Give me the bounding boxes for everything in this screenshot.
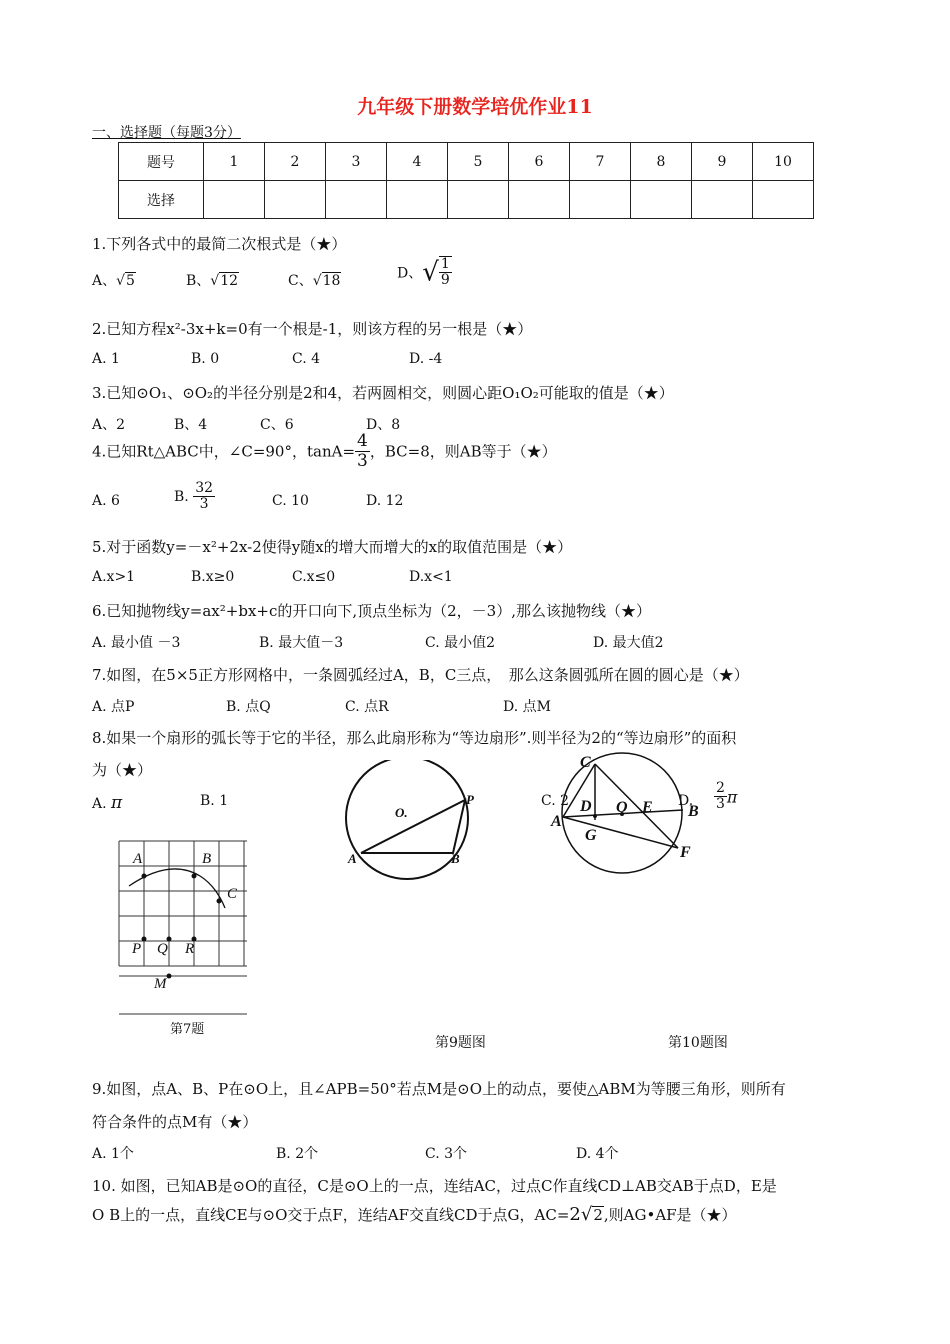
question-7-option-c: C. 点R: [345, 699, 389, 715]
label-c: C: [227, 886, 238, 902]
label-a: A: [133, 851, 143, 867]
table-cell: 7: [570, 143, 631, 181]
question-1-option-d: D、√ $\frac{1}{9}$: [397, 256, 450, 289]
question-1-option-c: C、√18: [288, 273, 341, 289]
table-row: [119, 181, 814, 219]
section-heading: 一、选择题（每题3分）: [92, 125, 241, 141]
question-6-option-c: C. 最小值2: [425, 635, 496, 651]
question-9-option-c: C. 3个: [425, 1146, 468, 1162]
question-2-option-a: A. 1: [92, 351, 120, 367]
answer-cell[interactable]: [509, 181, 570, 219]
question-4-option-a: A. 6: [92, 493, 120, 509]
question-7-option-b: B. 点Q: [226, 699, 271, 715]
question-7-option-a: A. 点P: [92, 699, 135, 715]
question-7-stem: 7.如图，在5×5正方形网格中，一条圆弧经过A，B，C三点， 那么这条圆弧所在圆的圆心是（★）: [92, 666, 749, 684]
question-8-option-d: D.: [678, 793, 694, 809]
question-1-option-a: A、√5: [92, 273, 135, 289]
table-cell: 5: [448, 143, 509, 181]
table-cell: 8: [631, 143, 692, 181]
question-3-option-a: A、2: [92, 417, 126, 433]
question-4-stem: 4.已知Rt△ABC中，∠C=90°，tanA= $\frac{4}{3}$ ，BC=8，则AB等于（★）: [92, 431, 557, 471]
question-5-option-a: A.x>1: [92, 569, 136, 585]
fraction: $\frac{4}{3}$: [357, 431, 368, 471]
question-6-option-a: A. 最小值 －3: [92, 635, 181, 651]
question-8-option-c: C. 2: [541, 793, 570, 809]
answer-cell[interactable]: [753, 181, 814, 219]
question-5-option-c: C.x≤0: [292, 569, 336, 585]
answer-table: [118, 142, 814, 219]
question-9-option-d: D. 4个: [576, 1146, 619, 1162]
question-5-option-d: D.x<1: [409, 569, 453, 585]
label-r: R: [185, 941, 195, 957]
label-g: G: [585, 827, 597, 844]
question-9-option-a: A. 1个: [92, 1146, 134, 1162]
label-c: C: [580, 754, 591, 771]
label-b: B: [202, 851, 212, 867]
answer-cell[interactable]: [692, 181, 753, 219]
question-3-stem: 3.已知⊙O₁、⊙O₂的半径分别是2和4，若两圆相交，则圆心距O₁O₂可能取的值是（★）: [92, 384, 674, 402]
table-cell: 9: [692, 143, 753, 181]
question-2-option-c: C. 4: [292, 351, 321, 367]
label-a: A: [551, 813, 562, 830]
label-b: B: [451, 851, 460, 866]
option-label: B、: [186, 273, 211, 289]
option-label: D、: [397, 265, 423, 282]
question-4-option-c: C. 10: [272, 493, 309, 509]
question-10-stem-line1: 10. 如图，已知AB是⊙O的直径，C是⊙O上的一点，连结AC，过点C作直线CD⊥AB交AB于点D，E是: [92, 1177, 777, 1195]
question-8-option-d-value: $\frac{2}{3}$ π: [716, 780, 738, 813]
label-q: Q: [157, 941, 168, 957]
answer-cell[interactable]: [265, 181, 326, 219]
question-9-option-b: B. 2个: [276, 1146, 319, 1162]
table-cell: 1: [204, 143, 265, 181]
question-9-stem-line2: 符合条件的点M有（★）: [92, 1113, 258, 1131]
table-cell: 6: [509, 143, 570, 181]
option-label: A、: [92, 273, 117, 289]
label-o: O.: [395, 805, 408, 820]
question-2-option-d: D. -4: [409, 351, 443, 367]
table-header-cell: 选择: [119, 181, 204, 219]
figure-7-grid: [115, 838, 255, 1018]
table-row: [119, 143, 814, 181]
radicand: 5: [126, 273, 135, 289]
question-8-option-b: B. 1: [200, 793, 229, 809]
label-f: F: [680, 844, 691, 861]
label-p: P: [466, 792, 474, 807]
question-2-stem: 2.已知方程x²-3x+k=0有一个根是-1，则该方程的另一根是（★）: [92, 320, 533, 338]
table-cell: 4: [387, 143, 448, 181]
question-5-stem: 5.对于函数y=－x²+2x-2使得y随x的增大而增大的x的取值范围是（★）: [92, 538, 573, 556]
answer-cell[interactable]: [631, 181, 692, 219]
question-4-option-d: D. 12: [366, 493, 404, 509]
table-cell: 2: [265, 143, 326, 181]
answer-cell[interactable]: [387, 181, 448, 219]
question-4-option-b: B. $\frac{32}{3}$: [174, 480, 214, 513]
figure-9-circle: [335, 760, 485, 885]
question-6-stem: 6.已知抛物线y=ax²+bx+c的开口向下,顶点坐标为（2，－3）,那么该抛物线（★）: [92, 602, 651, 620]
answer-cell[interactable]: [204, 181, 265, 219]
label-o: O: [616, 799, 628, 816]
figure-10-circle: [545, 750, 710, 875]
table-cell: 10: [753, 143, 814, 181]
figure-10-caption: 第10题图: [668, 1035, 728, 1051]
question-3-option-b: B、4: [174, 417, 208, 433]
question-6-option-b: B. 最大值－3: [259, 635, 344, 651]
question-3-option-c: C、6: [260, 417, 294, 433]
question-9-stem-line1: 9.如图，点A、B、P在⊙O上，且∠APB=50°若点M是⊙O上的动点，要使△ABM为等腰三角形，则所有: [92, 1080, 786, 1098]
question-10-stem-line2: O B上的一点，直线CE与⊙O交于点F，连结AF交直线CD于点G，AC=2√2,则AG•AF是（★）: [92, 1204, 737, 1225]
question-7-option-d: D. 点M: [503, 699, 551, 715]
question-1-stem: 1.下列各式中的最简二次根式是（★）: [92, 235, 347, 253]
question-6-option-d: D. 最大值2: [593, 635, 664, 651]
question-8-stem-line1: 8.如果一个扇形的弧长等于它的半径，那么此扇形称为“等边扇形”.则半径为2的“等边扇形”的面积: [92, 729, 737, 747]
radicand: 18: [322, 273, 341, 289]
fraction: $\frac{2}{3}$: [716, 780, 725, 813]
answer-cell[interactable]: [448, 181, 509, 219]
question-3-option-d: D、8: [366, 417, 401, 433]
label-a: A: [348, 851, 357, 866]
question-8-stem-line2: 为（★）: [92, 761, 153, 779]
answer-cell[interactable]: [570, 181, 631, 219]
answer-cell[interactable]: [326, 181, 387, 219]
figure-7-caption: 第7题: [170, 1022, 205, 1037]
table-header-cell: 题号: [119, 143, 204, 181]
label-e: E: [642, 799, 653, 816]
option-label: C、: [288, 273, 313, 289]
question-5-option-b: B.x≥0: [191, 569, 235, 585]
label-m: M: [154, 976, 167, 992]
fraction: $\frac{32}{3}$: [195, 480, 214, 513]
label-b: B: [688, 803, 699, 820]
question-1-option-b: B、√12: [186, 273, 239, 289]
figure-9-caption: 第9题图: [435, 1035, 486, 1051]
label-d: D: [580, 798, 592, 815]
radicand: 12: [220, 273, 239, 289]
fraction: $\frac{1}{9}$: [440, 256, 450, 289]
question-2-option-b: B. 0: [191, 351, 220, 367]
page-title: 九年级下册数学培优作业11: [357, 96, 593, 118]
question-8-option-a: A. π: [92, 793, 123, 813]
table-cell: 3: [326, 143, 387, 181]
label-p: P: [132, 941, 142, 957]
